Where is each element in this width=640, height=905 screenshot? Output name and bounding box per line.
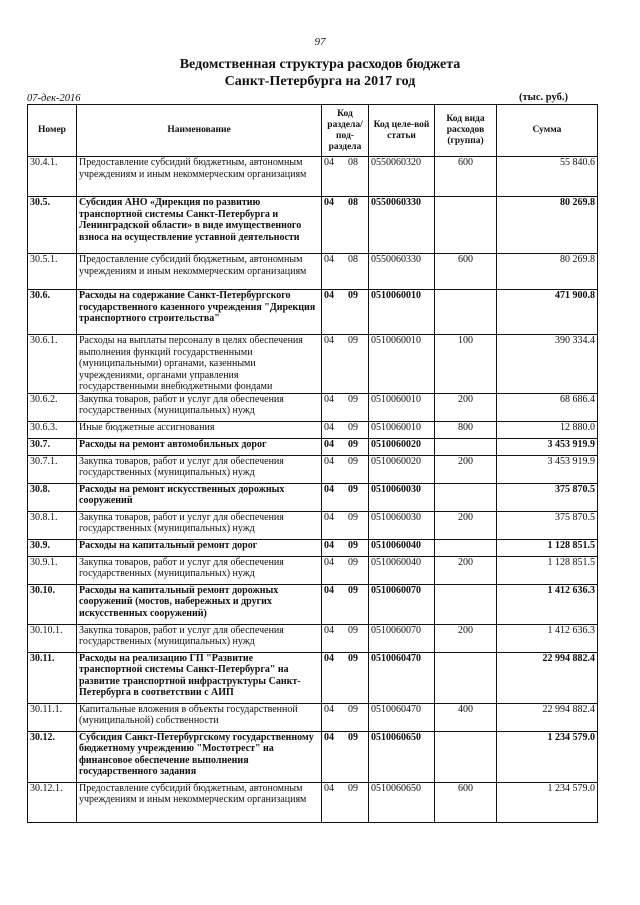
- table-row: [28, 197, 598, 254]
- row-article-code: 0510060470: [369, 703, 435, 731]
- row-number: 30.6.3.: [28, 421, 77, 438]
- row-section-code: [322, 254, 369, 290]
- row-name: Закупка товаров, работ и услуг для обеспечения государственных (муниципальных) нужд: [77, 393, 322, 421]
- row-amount: 1 234 579.0: [497, 782, 598, 822]
- row-amount: 22 994 882.4: [497, 703, 598, 731]
- table-row: [28, 254, 598, 290]
- row-article-code: 0510060030: [369, 511, 435, 539]
- row-name: Иные бюджетные ассигнования: [77, 421, 322, 438]
- row-name: Закупка товаров, работ и услуг для обеспечения государственных (муниципальных) нужд: [77, 624, 322, 652]
- section-code: 04: [324, 624, 334, 636]
- row-amount: 12 880.0: [497, 421, 598, 438]
- row-section-code: [322, 652, 369, 703]
- section-code: 04: [324, 652, 334, 664]
- document-title: [0, 56, 640, 90]
- row-expense-group: 600: [435, 157, 497, 197]
- document-date: 07-дек-2016: [27, 93, 81, 104]
- row-name: Расходы на содержание Санкт-Петербургского государственного казенного учреждения "Дирекция транспортного строительства": [77, 290, 322, 335]
- section-code: 04: [324, 157, 334, 168]
- header-section: Код раздела/ под-раздела: [322, 105, 369, 157]
- subsection-code: 09: [348, 511, 358, 523]
- section-code: 04: [324, 782, 334, 794]
- row-name: Предоставление субсидий бюджетным, автономным учреждениям и иным некоммерческим организациям: [77, 157, 322, 197]
- table-row: [28, 731, 598, 782]
- header-expense-type: Код вида расходов (группа): [435, 105, 497, 157]
- title-line-2: Санкт-Петербурга на 2017 год: [224, 74, 416, 89]
- section-code: 04: [324, 393, 334, 405]
- table-row: [28, 782, 598, 822]
- row-article-code: 0510060070: [369, 584, 435, 624]
- row-article-code: 0550060330: [369, 254, 435, 290]
- section-code: 04: [324, 438, 334, 450]
- row-expense-group: 400: [435, 703, 497, 731]
- row-number: 30.12.1.: [28, 782, 77, 822]
- subsection-code: 09: [348, 335, 358, 346]
- subsection-code: 09: [348, 483, 358, 495]
- row-name: Капитальные вложения в объекты государственной (муниципальной) собственности: [77, 703, 322, 731]
- row-name: Предоставление субсидий бюджетным, автономным учреждениям и иным некоммерческим организациям: [77, 254, 322, 290]
- subsection-code: 09: [348, 584, 358, 596]
- table-row: [28, 335, 598, 394]
- row-expense-group: 600: [435, 254, 497, 290]
- row-number: 30.8.1.: [28, 511, 77, 539]
- row-number: 30.11.1.: [28, 703, 77, 731]
- row-article-code: 0510060020: [369, 455, 435, 483]
- row-article-code: 0510060010: [369, 335, 435, 394]
- row-expense-group: [435, 539, 497, 556]
- row-section-code: [322, 335, 369, 394]
- section-code: 04: [324, 254, 334, 265]
- table-row: [28, 703, 598, 731]
- row-section-code: [322, 539, 369, 556]
- row-article-code: 0510060010: [369, 290, 435, 335]
- section-code: 04: [324, 197, 334, 208]
- row-article-code: 0510060030: [369, 483, 435, 511]
- row-amount: 471 900.8: [497, 290, 598, 335]
- subsection-code: 08: [348, 197, 358, 208]
- row-expense-group: [435, 731, 497, 782]
- row-section-code: [322, 556, 369, 584]
- section-code: 04: [324, 290, 334, 301]
- row-section-code: [322, 421, 369, 438]
- row-name: Расходы на реализацию ГП "Развитие транспортной системы Санкт-Петербурга" на развитие транспортной инфраструктуры Санкт-Петербурга в соответствии с АИП: [77, 652, 322, 703]
- title-line-1: Ведомственная структура расходов бюджета: [179, 57, 461, 72]
- row-name: Субсидия Санкт-Петербургскому государственному бюджетному учреждению "Мостотрест" на финансовое обеспечение выполнения государственного задания: [77, 731, 322, 782]
- row-number: 30.7.: [28, 438, 77, 455]
- subsection-code: 08: [348, 254, 358, 265]
- row-expense-group: 200: [435, 624, 497, 652]
- table-row: [28, 539, 598, 556]
- row-section-code: [322, 703, 369, 731]
- row-article-code: 0510060010: [369, 393, 435, 421]
- row-section-code: [322, 197, 369, 254]
- row-name: Закупка товаров, работ и услуг для обеспечения государственных (муниципальных) нужд: [77, 455, 322, 483]
- row-amount: 80 269.8: [497, 254, 598, 290]
- row-expense-group: [435, 584, 497, 624]
- row-article-code: 0510060040: [369, 556, 435, 584]
- row-number: 30.9.1.: [28, 556, 77, 584]
- table-row: [28, 624, 598, 652]
- row-section-code: [322, 455, 369, 483]
- row-amount: 1 128 851.5: [497, 539, 598, 556]
- row-expense-group: [435, 652, 497, 703]
- row-number: 30.12.: [28, 731, 77, 782]
- row-section-code: [322, 624, 369, 652]
- section-code: 04: [324, 421, 334, 433]
- row-number: 30.9.: [28, 539, 77, 556]
- row-article-code: 0510060650: [369, 731, 435, 782]
- row-number: 30.4.1.: [28, 157, 77, 197]
- row-expense-group: 800: [435, 421, 497, 438]
- table-row: [28, 421, 598, 438]
- row-amount: 3 453 919.9: [497, 438, 598, 455]
- row-amount: 68 686.4: [497, 393, 598, 421]
- section-code: 04: [324, 731, 334, 743]
- row-section-code: [322, 438, 369, 455]
- subsection-code: 09: [348, 652, 358, 664]
- section-code: 04: [324, 539, 334, 551]
- row-expense-group: [435, 290, 497, 335]
- row-number: 30.6.1.: [28, 335, 77, 394]
- row-article-code: 0510060010: [369, 421, 435, 438]
- row-amount: 1 234 579.0: [497, 731, 598, 782]
- row-expense-group: [435, 197, 497, 254]
- table-row: [28, 584, 598, 624]
- row-amount: 390 334.4: [497, 335, 598, 394]
- row-name: Расходы на ремонт искусственных дорожных сооружений: [77, 483, 322, 511]
- section-code: 04: [324, 556, 334, 568]
- row-expense-group: 200: [435, 393, 497, 421]
- table-row: [28, 511, 598, 539]
- row-name: Субсидия АНО «Дирекция по развитию транспортной системы Санкт-Петербурга и Ленинградской области» в виде имущественного взноса на осуществление уставной деятельности: [77, 197, 322, 254]
- row-number: 30.6.: [28, 290, 77, 335]
- subsection-code: 09: [348, 782, 358, 794]
- row-name: Закупка товаров, работ и услуг для обеспечения государственных (муниципальных) нужд: [77, 511, 322, 539]
- header-amount: Сумма: [497, 105, 598, 157]
- subsection-code: 08: [348, 157, 358, 168]
- row-amount: 375 870.5: [497, 483, 598, 511]
- row-article-code: 0510060020: [369, 438, 435, 455]
- section-code: 04: [324, 335, 334, 346]
- row-section-code: [322, 511, 369, 539]
- section-code: 04: [324, 703, 334, 715]
- budget-table: [27, 104, 598, 823]
- row-section-code: [322, 157, 369, 197]
- table-row: [28, 438, 598, 455]
- row-section-code: [322, 483, 369, 511]
- row-amount: 22 994 882.4: [497, 652, 598, 703]
- row-section-code: [322, 290, 369, 335]
- header-name: Наименование: [77, 105, 322, 157]
- subsection-code: 09: [348, 703, 358, 715]
- row-amount: 1 412 636.3: [497, 584, 598, 624]
- row-name: Предоставление субсидий бюджетным, автономным учреждениям и иным некоммерческим организациям: [77, 782, 322, 822]
- subsection-code: 09: [348, 393, 358, 405]
- row-section-code: [322, 393, 369, 421]
- row-article-code: 0550060320: [369, 157, 435, 197]
- row-number: 30.11.: [28, 652, 77, 703]
- page-number: 97: [314, 36, 326, 48]
- table-row: [28, 290, 598, 335]
- row-article-code: 0510060040: [369, 539, 435, 556]
- row-article-code: 0510060070: [369, 624, 435, 652]
- row-name: Расходы на ремонт автомобильных дорог: [77, 438, 322, 455]
- row-name: Расходы на капитальный ремонт дорожных сооружений (мостов, набережных и других искусственных сооружений): [77, 584, 322, 624]
- table-row: [28, 483, 598, 511]
- row-article-code: 0510060650: [369, 782, 435, 822]
- table-row: [28, 652, 598, 703]
- row-amount: 375 870.5: [497, 511, 598, 539]
- subsection-code: 09: [348, 624, 358, 636]
- row-number: 30.7.1.: [28, 455, 77, 483]
- section-code: 04: [324, 483, 334, 495]
- row-amount: 80 269.8: [497, 197, 598, 254]
- subsection-code: 09: [348, 438, 358, 450]
- row-section-code: [322, 584, 369, 624]
- row-number: 30.5.: [28, 197, 77, 254]
- row-amount: 1 412 636.3: [497, 624, 598, 652]
- section-code: 04: [324, 511, 334, 523]
- row-expense-group: 200: [435, 511, 497, 539]
- subsection-code: 09: [348, 731, 358, 743]
- row-expense-group: 100: [435, 335, 497, 394]
- row-number: 30.5.1.: [28, 254, 77, 290]
- row-section-code: [322, 782, 369, 822]
- table-row: [28, 157, 598, 197]
- row-amount: 3 453 919.9: [497, 455, 598, 483]
- table-row: [28, 393, 598, 421]
- table-body: [28, 157, 598, 823]
- subsection-code: 09: [348, 539, 358, 551]
- row-expense-group: [435, 483, 497, 511]
- row-number: 30.10.1.: [28, 624, 77, 652]
- units-label: (тыс. руб.): [519, 92, 568, 103]
- row-number: 30.6.2.: [28, 393, 77, 421]
- subsection-code: 09: [348, 421, 358, 433]
- header-article: Код целе-вой статьи: [369, 105, 435, 157]
- row-article-code: 0550060330: [369, 197, 435, 254]
- row-expense-group: 600: [435, 782, 497, 822]
- subsection-code: 09: [348, 290, 358, 301]
- row-name: Расходы на капитальный ремонт дорог: [77, 539, 322, 556]
- subsection-code: 09: [348, 455, 358, 467]
- subsection-code: 09: [348, 556, 358, 568]
- row-expense-group: 200: [435, 556, 497, 584]
- section-code: 04: [324, 584, 334, 596]
- header-number: Номер: [28, 105, 77, 157]
- row-name: Закупка товаров, работ и услуг для обеспечения государственных (муниципальных) нужд: [77, 556, 322, 584]
- table-row: [28, 455, 598, 483]
- row-article-code: 0510060470: [369, 652, 435, 703]
- row-number: 30.8.: [28, 483, 77, 511]
- section-code: 04: [324, 455, 334, 467]
- row-section-code: [322, 731, 369, 782]
- row-name: Расходы на выплаты персоналу в целях обеспечения выполнения функций государственными (муниципальными) органами, казенными учреждениями, органами управления государственными внебюджетными фондами: [77, 335, 322, 394]
- row-amount: 1 128 851.5: [497, 556, 598, 584]
- row-amount: 55 840.6: [497, 157, 598, 197]
- row-expense-group: 200: [435, 455, 497, 483]
- row-expense-group: [435, 438, 497, 455]
- row-number: 30.10.: [28, 584, 77, 624]
- table-row: [28, 556, 598, 584]
